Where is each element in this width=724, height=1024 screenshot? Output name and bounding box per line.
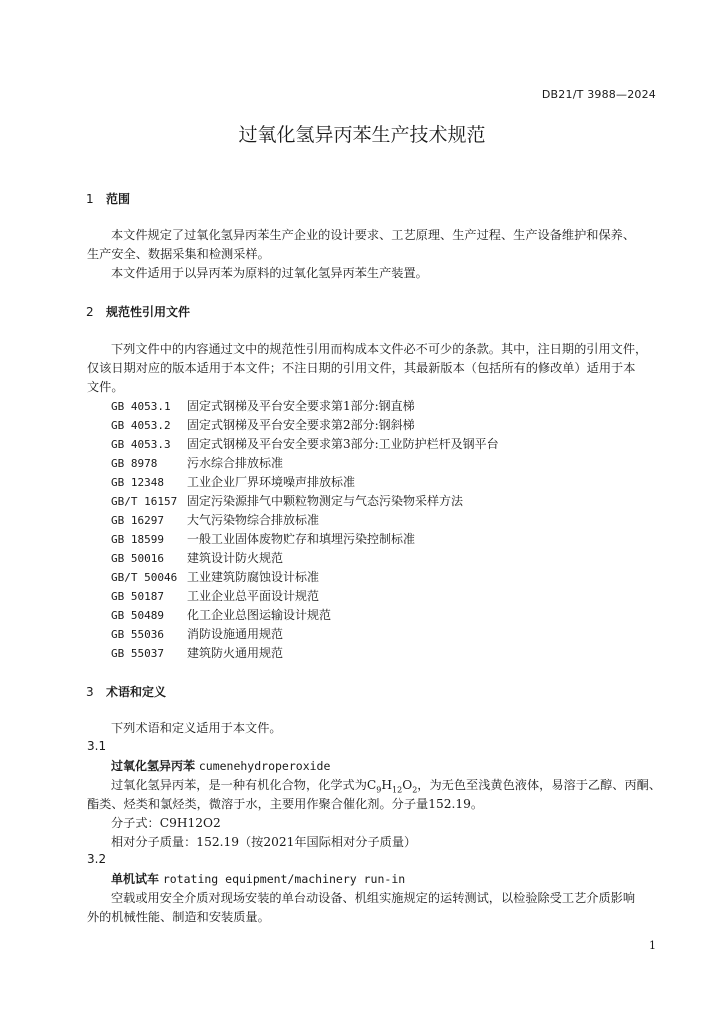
term-english: rotating equipment/machinery run-in — [162, 872, 406, 886]
references-intro-line: 仅该日期对应的版本适用于本文件；不注日期的引用文件，其最新版本（包括所有的修改单）适用于本 — [87, 361, 636, 375]
term-chinese: 单机试车 — [111, 872, 160, 886]
section-2-heading — [86, 303, 190, 320]
reference-list — [111, 397, 499, 663]
reference-item — [111, 625, 499, 644]
section-1-heading — [86, 190, 130, 207]
reference-item — [111, 511, 499, 530]
document-title: 过氧化氢异丙苯生产技术规范 — [238, 124, 486, 146]
term-definition-line: 外的机械性能、制造和安装质量。 — [87, 910, 270, 924]
subscript: 9 — [376, 785, 382, 795]
term-heading — [111, 870, 405, 887]
reference-title: 固定式钢梯及平台安全要求第1部分:钢直梯 — [187, 399, 415, 413]
term-definition-line: 空载或用安全介质对现场安装的单台动设备、机组实施规定的运转测试，以检验除受工艺介质影响 — [111, 891, 636, 905]
subscript: 2 — [412, 785, 418, 795]
reference-code: GB 16297 — [111, 514, 164, 527]
scope-paragraph-line: 本文件适用于以异丙苯为原料的过氧化氢异丙苯生产装置。 — [111, 266, 428, 280]
reference-title: 工业企业厂界环境噪声排放标准 — [187, 475, 356, 489]
reference-item — [111, 473, 499, 492]
reference-title: 一般工业固体废物贮存和填埋污染控制标准 — [187, 532, 416, 546]
page-number: 1 — [649, 939, 656, 952]
reference-item — [111, 454, 499, 473]
reference-item — [111, 587, 499, 606]
reference-code: GB 50187 — [111, 590, 164, 603]
term-number: 3.1 — [87, 739, 107, 753]
terms-intro: 下列术语和定义适用于本文件。 — [111, 721, 282, 735]
reference-code: GB 55036 — [111, 628, 164, 641]
definition-text: ，为无色至浅黄色液体，易溶于乙醇、丙酮、 — [417, 778, 662, 792]
standard-number: DB21/T 3988—2024 — [541, 88, 656, 101]
reference-title: 建筑设计防火规范 — [187, 551, 284, 565]
reference-title: 工业建筑防腐蚀设计标准 — [187, 570, 320, 584]
reference-title: 工业企业总平面设计规范 — [187, 589, 320, 603]
references-intro-line: 下列文件中的内容通过文中的规范性引用而构成本文件必不可少的条款。其中，注日期的引用文件， — [111, 342, 648, 356]
term-number: 3.2 — [87, 852, 107, 866]
reference-item — [111, 644, 499, 663]
reference-code: GB 18599 — [111, 533, 164, 546]
reference-code: GB 50016 — [111, 552, 164, 565]
definition-text: 过氧化氢异丙苯，是一种有机化合物，化学式为C — [111, 778, 377, 792]
section-number: 1 — [86, 192, 94, 206]
reference-item — [111, 397, 499, 416]
reference-code: GB 8978 — [111, 457, 158, 470]
term-heading — [111, 757, 330, 774]
section-3-heading — [86, 683, 166, 700]
reference-item — [111, 435, 499, 454]
reference-code: GB 4053.1 — [111, 400, 171, 413]
molecular-mass: 相对分子质量：152.19（按2021年国际相对分子质量） — [111, 835, 417, 849]
scope-paragraph-line: 生产安全、数据采集和检测采样。 — [87, 247, 270, 261]
reference-title: 固定式钢梯及平台安全要求第3部分:工业防护栏杆及钢平台 — [187, 437, 499, 451]
section-title: 范围 — [106, 192, 131, 206]
term-english: cumenehydroperoxide — [198, 759, 331, 773]
reference-code: GB 55037 — [111, 647, 164, 660]
reference-code: GB/T 16157 — [111, 495, 178, 508]
molecular-formula: 分子式：C9H12O2 — [111, 816, 221, 830]
reference-item — [111, 568, 499, 587]
reference-code: GB/T 50046 — [111, 571, 178, 584]
definition-text: O — [402, 778, 413, 792]
term-definition-line: 酯类、烃类和氯烃类，微溶于水，主要用作聚合催化剂。分子量152.19。 — [87, 797, 484, 811]
references-intro-line: 文件。 — [87, 380, 124, 394]
subscript: 12 — [392, 785, 403, 795]
reference-item — [111, 530, 499, 549]
reference-item — [111, 416, 499, 435]
term-chinese: 过氧化氢异丙苯 — [111, 759, 196, 773]
reference-item — [111, 549, 499, 568]
reference-code: GB 4053.2 — [111, 419, 171, 432]
section-title: 术语和定义 — [106, 685, 167, 699]
reference-title: 固定式钢梯及平台安全要求第2部分:钢斜梯 — [187, 418, 415, 432]
reference-item — [111, 606, 499, 625]
section-number: 3 — [86, 685, 94, 699]
definition-text: H — [381, 778, 392, 792]
reference-item — [111, 492, 499, 511]
reference-code: GB 4053.3 — [111, 438, 171, 451]
reference-code: GB 50489 — [111, 609, 164, 622]
reference-title: 污水综合排放标准 — [187, 456, 284, 470]
section-title: 规范性引用文件 — [106, 305, 191, 319]
reference-title: 固定污染源排气中颗粒物测定与气态污染物采样方法 — [187, 494, 464, 508]
reference-title: 建筑防火通用规范 — [187, 646, 284, 660]
reference-title: 消防设施通用规范 — [187, 627, 284, 641]
reference-title: 大气污染物综合排放标准 — [187, 513, 320, 527]
scope-paragraph-line: 本文件规定了过氧化氢异丙苯生产企业的设计要求、工艺原理、生产过程、生产设备维护和保养、 — [111, 228, 636, 242]
reference-title: 化工企业总图运输设计规范 — [187, 608, 332, 622]
section-number: 2 — [86, 305, 94, 319]
reference-code: GB 12348 — [111, 476, 164, 489]
